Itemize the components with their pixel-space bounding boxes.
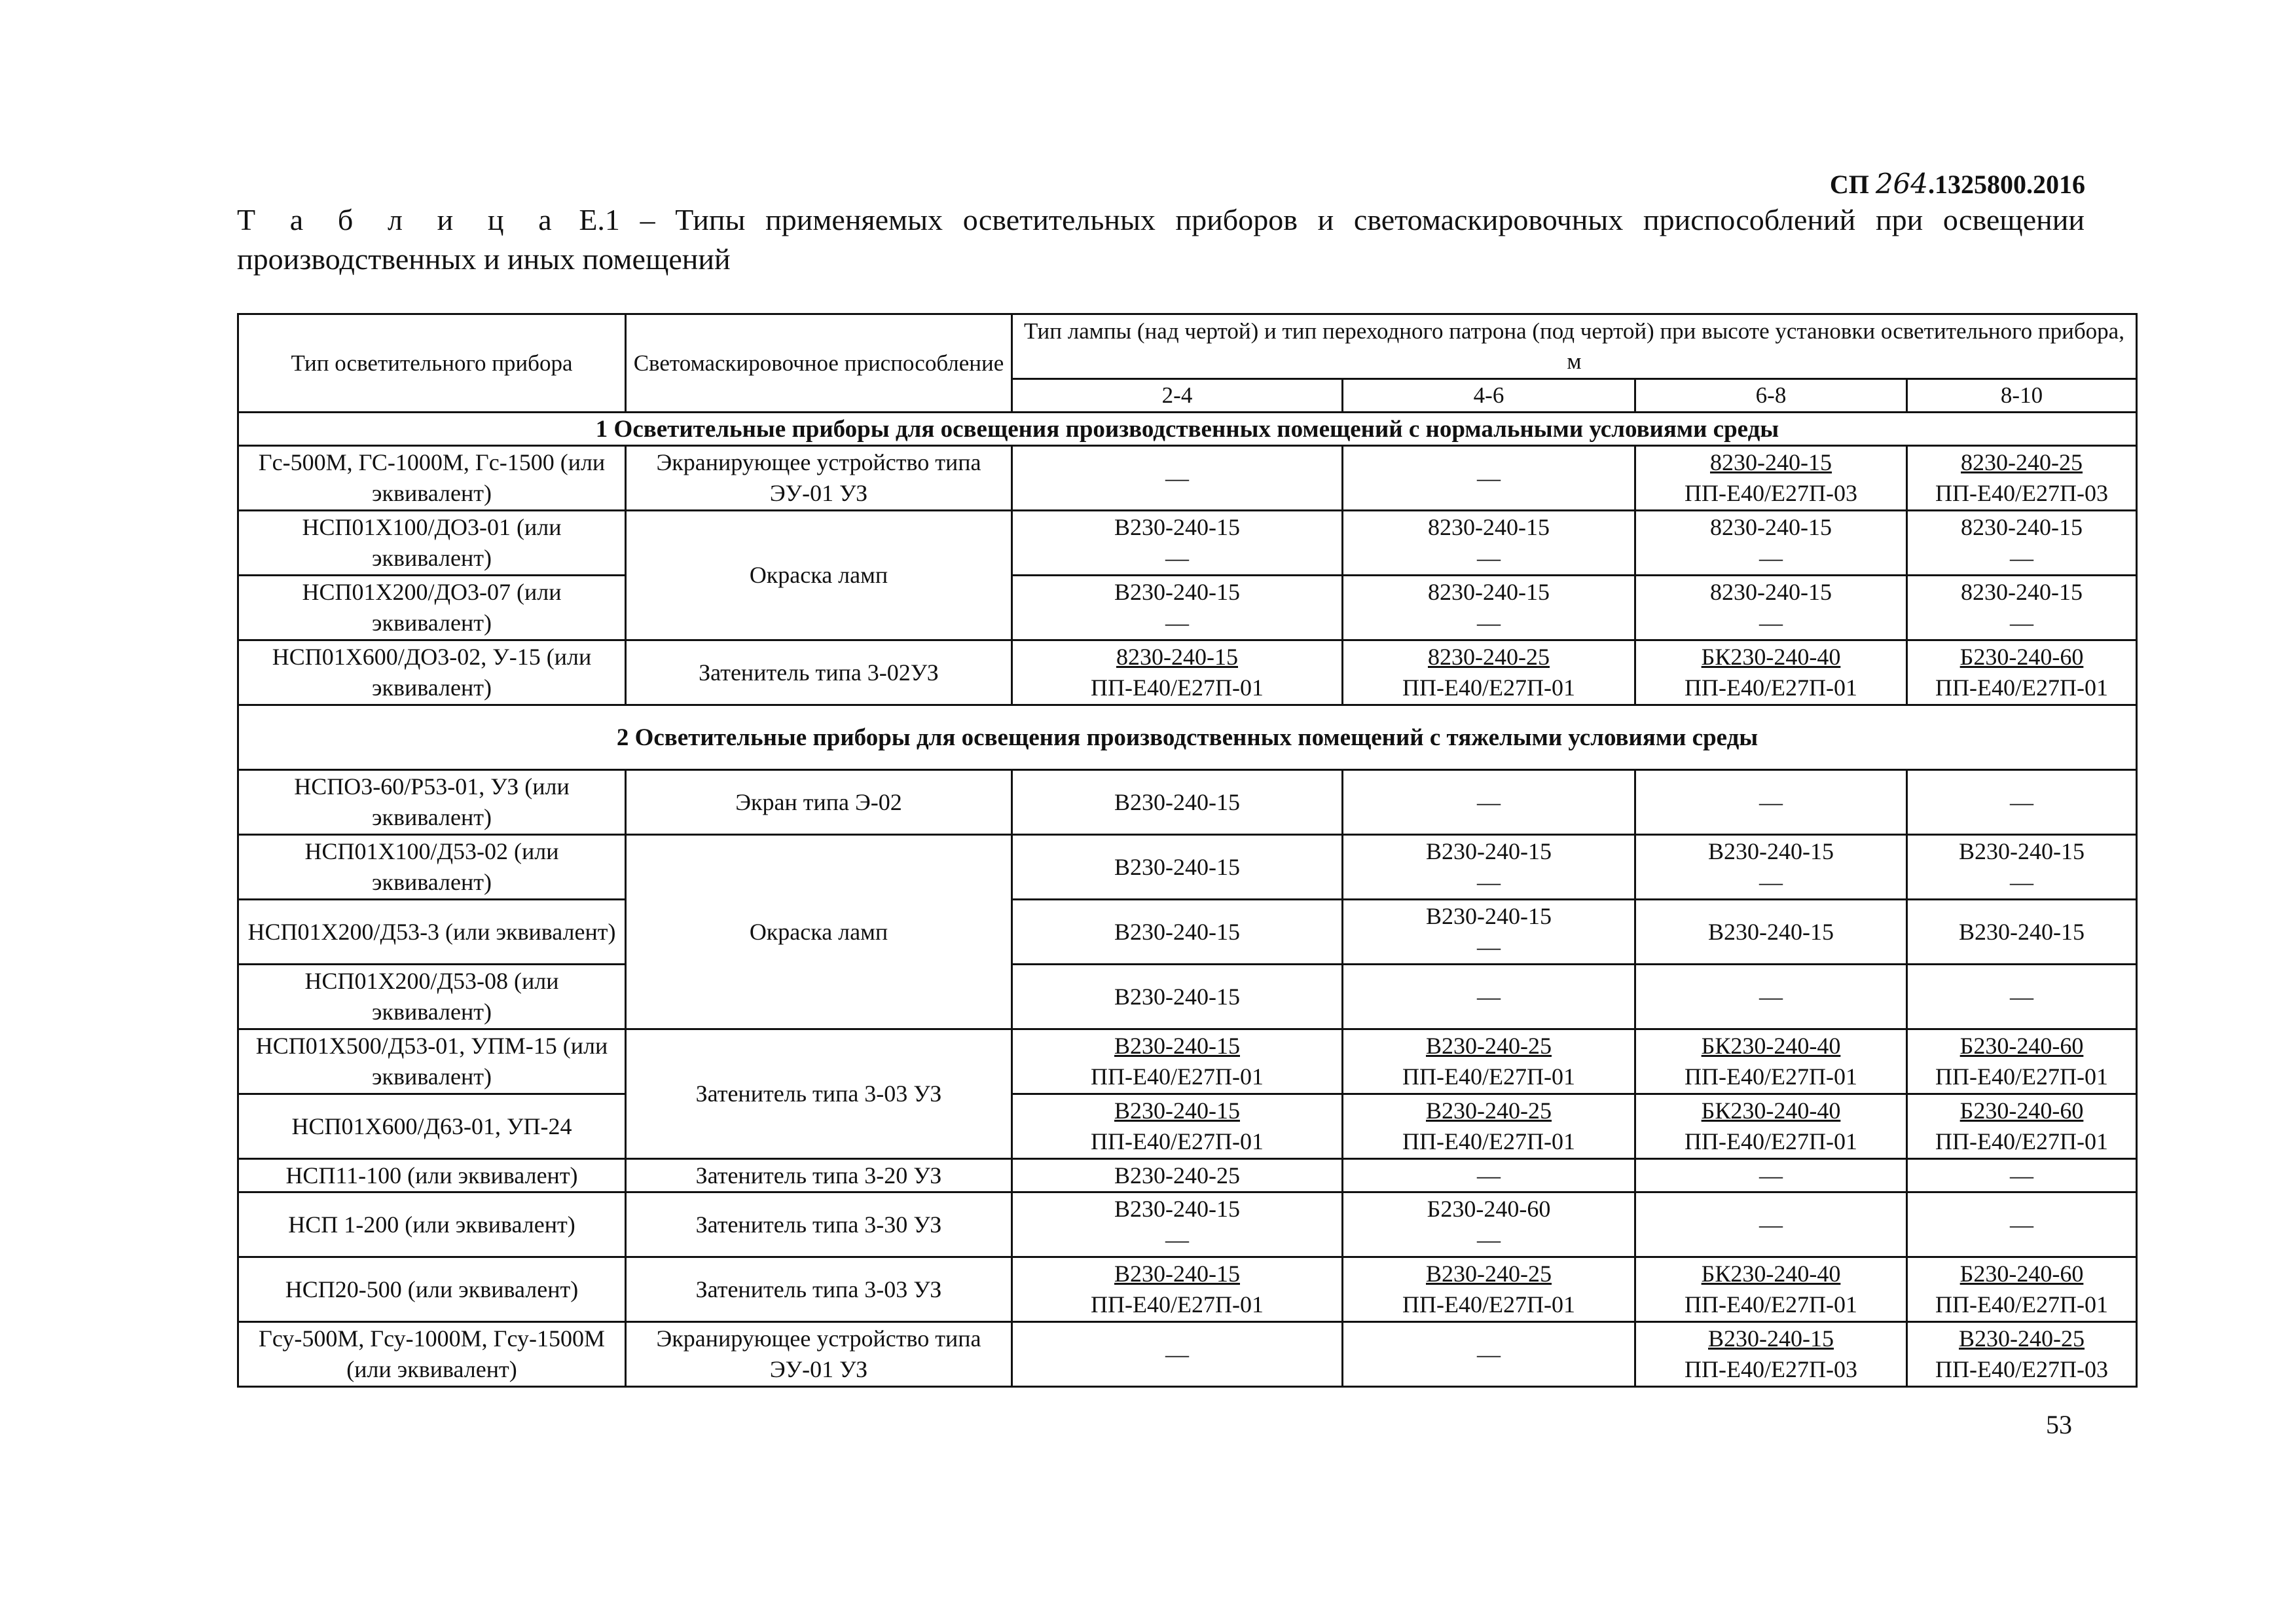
code-suffix: .1325800.2016: [1928, 170, 2085, 199]
empty-dash: —: [1165, 610, 1189, 636]
lamp-type: —: [1165, 1340, 1189, 1367]
lamp-cell: [1635, 900, 1907, 965]
lamp-type: В230-240-15: [1114, 1098, 1240, 1124]
empty-dash: —: [1477, 610, 1501, 636]
empty-dash: —: [1759, 869, 1783, 895]
lamp-cell: [1635, 576, 1907, 640]
lamp-cell: [1343, 1192, 1635, 1257]
lamp-type: В230-240-25: [1114, 1162, 1240, 1189]
lamp-cell: [1012, 835, 1343, 900]
lamp-type: В230-240-15: [1114, 1196, 1240, 1222]
lamp-cell: [1635, 511, 1907, 576]
device-type-cell: Гс-500М, ГС-1000М, Гс-1500 (или эквивалент): [238, 446, 626, 511]
lamp-type: В230-240-15: [1959, 918, 2085, 945]
section-row: [238, 413, 2137, 446]
lamp-cell: [1635, 640, 1907, 705]
lamp-type: —: [1477, 788, 1501, 815]
lamp-type: В230-240-25: [1959, 1325, 2085, 1352]
lamp-cell: [1343, 770, 1635, 835]
device-type-cell: НСП01Х200/Д53-3 (или эквивалент): [238, 900, 626, 965]
empty-dash: —: [1477, 1227, 1501, 1253]
header-device: Тип осветительного прибора: [238, 314, 626, 413]
socket-type: ПП-Е40/Е27П-01: [1935, 1063, 2108, 1090]
lamp-type: В230-240-15: [1708, 1325, 1834, 1352]
socket-type: ПП-Е40/Е27П-01: [1935, 674, 2108, 701]
lamp-cell: [1907, 446, 2137, 511]
lamp-type: Б230-240-60: [1959, 1033, 2084, 1059]
socket-type: ПП-Е40/Е27П-01: [1685, 1128, 1857, 1154]
lamp-cell: [1635, 446, 1907, 511]
device-type-cell: НСП01Х600/ДО3-02, У-15 (или эквивалент): [238, 640, 626, 705]
lamp-cell: [1343, 835, 1635, 900]
lamp-cell: [1907, 965, 2137, 1029]
lamp-cell: [1012, 576, 1343, 640]
lamp-cell: [1635, 1029, 1907, 1094]
lamp-cell: [1907, 576, 2137, 640]
empty-dash: —: [2010, 610, 2033, 636]
lamp-type: 8230-240-25: [1961, 449, 2083, 475]
lamp-cell: [1343, 1159, 1635, 1192]
lamp-type: —: [2010, 1162, 2033, 1189]
section-title: 1 Осветительные приборы для освещения производственных помещений с нормальными условиями среды: [238, 413, 2137, 446]
page-number: 53: [2046, 1410, 2072, 1439]
lamp-cell: [1907, 1322, 2137, 1387]
empty-dash: —: [2010, 545, 2033, 571]
lamp-type: В230-240-15: [1114, 514, 1240, 540]
caption-table-word: Т а б л и ц а: [237, 203, 559, 236]
table-row: [238, 1029, 2137, 1094]
lamp-cell: [1907, 900, 2137, 965]
table-row: [238, 511, 2137, 576]
lamp-cell: [1635, 1257, 1907, 1322]
device-type-cell: НСП11-100 (или эквивалент): [238, 1159, 626, 1192]
socket-type: ПП-Е40/Е27П-01: [1935, 1128, 2108, 1154]
table-row: [238, 640, 2137, 705]
lamp-type: 8230-240-15: [1428, 514, 1550, 540]
header-mask: Светомаскировочное приспособление: [626, 314, 1012, 413]
code-prefix: СП: [1829, 170, 1876, 199]
lamp-cell: [1012, 1257, 1343, 1322]
lamp-type: БК230-240-40: [1701, 1098, 1841, 1124]
lamp-type: В230-240-15: [1114, 983, 1240, 1010]
caption-text: – Типы применяемых осветительных приборов и светомаскировочных приспособлений при освещении производственных и иных помещений: [237, 203, 2085, 276]
lamp-type: 8230-240-15: [1961, 514, 2083, 540]
lamp-type: —: [1759, 1162, 1783, 1189]
lamp-cell: [1907, 1029, 2137, 1094]
lamp-cell: [1012, 446, 1343, 511]
table-row: [238, 1094, 2137, 1159]
device-type-cell: НСП20-500 (или эквивалент): [238, 1257, 626, 1322]
mask-device-cell: Экран типа Э-02: [626, 770, 1012, 835]
lamp-cell: [1343, 900, 1635, 965]
lamp-cell: [1012, 1322, 1343, 1387]
header-height: 4-6: [1343, 379, 1635, 413]
lamp-cell: [1907, 640, 2137, 705]
header-height: 8-10: [1907, 379, 2137, 413]
table-row: [238, 900, 2137, 965]
lamp-type: —: [1477, 1340, 1501, 1367]
lamp-cell: [1907, 1192, 2137, 1257]
mask-device-cell: Экранирующее устройство типа ЭУ-01 УЗ: [626, 1322, 1012, 1387]
device-type-cell: НСП01Х200/Д53-08 (или эквивалент): [238, 965, 626, 1029]
empty-dash: —: [1759, 610, 1783, 636]
lamp-cell: [1012, 1029, 1343, 1094]
header-height: 6-8: [1635, 379, 1907, 413]
lamp-type: Б230-240-60: [1959, 1098, 2084, 1124]
lamp-type: В230-240-25: [1426, 1033, 1552, 1059]
lamp-cell: [1343, 511, 1635, 576]
lamp-type: В230-240-15: [1114, 918, 1240, 945]
empty-dash: —: [1477, 545, 1501, 571]
lamp-type: В230-240-15: [1114, 579, 1240, 605]
lamp-cell: [1907, 1257, 2137, 1322]
mask-device-cell: Окраска ламп: [626, 835, 1012, 1029]
lamp-type: БК230-240-40: [1701, 644, 1841, 670]
lamp-type: БК230-240-40: [1701, 1033, 1841, 1059]
lamp-type: В230-240-15: [1708, 918, 1834, 945]
lamp-type: —: [1477, 464, 1501, 491]
lamp-type: В230-240-15: [1114, 1033, 1240, 1059]
lamp-cell: [1635, 1159, 1907, 1192]
device-type-cell: НСП01Х100/Д53-02 (или эквивалент): [238, 835, 626, 900]
device-type-cell: НСП01Х200/ДО3-07 (или эквивалент): [238, 576, 626, 640]
lamp-cell: [1012, 511, 1343, 576]
socket-type: ПП-Е40/Е27П-01: [1685, 674, 1857, 701]
section-row: [238, 705, 2137, 770]
lamp-cell: [1012, 640, 1343, 705]
lamp-type: В230-240-25: [1426, 1261, 1552, 1287]
empty-dash: —: [1477, 869, 1501, 895]
lamp-type: Б230-240-60: [1959, 1261, 2084, 1287]
lamp-cell: [1907, 770, 2137, 835]
lamp-cell: [1635, 1322, 1907, 1387]
lamp-type: —: [2010, 1211, 2033, 1238]
lamp-type: В230-240-15: [1426, 838, 1552, 864]
socket-type: ПП-Е40/Е27П-01: [1402, 1063, 1575, 1090]
lamp-type: 8230-240-15: [1428, 579, 1550, 605]
lamp-type: В230-240-15: [1708, 838, 1834, 864]
empty-dash: —: [1165, 1227, 1189, 1253]
lamp-type: В230-240-15: [1114, 1261, 1240, 1287]
lamp-cell: [1635, 1192, 1907, 1257]
lamp-type: В230-240-25: [1426, 1098, 1552, 1124]
lamp-cell: [1907, 1159, 2137, 1192]
socket-type: ПП-Е40/Е27П-03: [1685, 1356, 1857, 1382]
empty-dash: —: [1759, 545, 1783, 571]
lamp-cell: [1343, 576, 1635, 640]
socket-type: ПП-Е40/Е27П-01: [1091, 1063, 1264, 1090]
lighting-table: [237, 313, 2138, 1388]
empty-dash: —: [2010, 869, 2033, 895]
table-row: [238, 1322, 2137, 1387]
caption-table-number: Е.1: [579, 203, 620, 236]
lamp-cell: [1343, 1322, 1635, 1387]
table-row: [238, 1159, 2137, 1192]
mask-device-cell: Экранирующее устройство типа ЭУ-01 УЗ: [626, 446, 1012, 511]
section-title: 2 Осветительные приборы для освещения производственных помещений с тяжелыми условиями среды: [238, 705, 2137, 770]
lamp-type: —: [1477, 983, 1501, 1010]
mask-device-cell: Затенитель типа 3-30 УЗ: [626, 1192, 1012, 1257]
header-height: 2-4: [1012, 379, 1343, 413]
socket-type: ПП-Е40/Е27П-01: [1091, 674, 1264, 701]
lamp-cell: [1907, 1094, 2137, 1159]
socket-type: ПП-Е40/Е27П-03: [1685, 480, 1857, 506]
table-row: [238, 965, 2137, 1029]
lamp-cell: [1012, 965, 1343, 1029]
lamp-cell: [1635, 770, 1907, 835]
device-type-cell: НСПО3-60/Р53-01, УЗ (или эквивалент): [238, 770, 626, 835]
lamp-type: 8230-240-15: [1710, 514, 1832, 540]
lamp-cell: [1343, 446, 1635, 511]
socket-type: ПП-Е40/Е27П-01: [1685, 1063, 1857, 1090]
lamp-type: —: [2010, 788, 2033, 815]
socket-type: ПП-Е40/Е27П-03: [1935, 1356, 2108, 1382]
socket-type: ПП-Е40/Е27П-01: [1402, 1128, 1575, 1154]
lamp-cell: [1635, 1094, 1907, 1159]
socket-type: ПП-Е40/Е27П-01: [1091, 1128, 1264, 1154]
socket-type: ПП-Е40/Е27П-01: [1402, 674, 1575, 701]
socket-type: ПП-Е40/Е27П-01: [1685, 1291, 1857, 1318]
table-row: [238, 835, 2137, 900]
lamp-type: —: [1477, 1162, 1501, 1189]
lamp-type: —: [2010, 983, 2033, 1010]
mask-device-cell: Затенитель типа 3-20 УЗ: [626, 1159, 1012, 1192]
table-row: [238, 1192, 2137, 1257]
mask-device-cell: Затенитель типа 3-03 УЗ: [626, 1257, 1012, 1322]
mask-device-cell: Затенитель типа 3-02УЗ: [626, 640, 1012, 705]
document-code: [1830, 168, 2085, 200]
lamp-type: —: [1759, 788, 1783, 815]
socket-type: ПП-Е40/Е27П-01: [1935, 1291, 2108, 1318]
empty-dash: —: [1477, 934, 1501, 960]
table-row: [238, 1257, 2137, 1322]
lamp-cell: [1012, 1192, 1343, 1257]
device-type-cell: НСП01Х600/Д63-01, УП-24: [238, 1094, 626, 1159]
lamp-type: БК230-240-40: [1701, 1261, 1841, 1287]
lamp-cell: [1012, 900, 1343, 965]
lamp-type: 8230-240-15: [1710, 449, 1832, 475]
lamp-type: В230-240-15: [1114, 788, 1240, 815]
mask-device-cell: Затенитель типа 3-03 УЗ: [626, 1029, 1012, 1159]
lamp-cell: [1343, 1094, 1635, 1159]
lamp-type: 8230-240-15: [1710, 579, 1832, 605]
lamp-cell: [1635, 965, 1907, 1029]
lamp-cell: [1343, 640, 1635, 705]
socket-type: ПП-Е40/Е27П-03: [1935, 480, 2108, 506]
device-type-cell: НСП01Х100/ДО3-01 (или эквивалент): [238, 511, 626, 576]
lamp-cell: [1012, 1094, 1343, 1159]
device-type-cell: НСП 1-200 (или эквивалент): [238, 1192, 626, 1257]
device-type-cell: НСП01Х500/Д53-01, УПМ-15 (или эквивалент): [238, 1029, 626, 1094]
lamp-cell: [1012, 770, 1343, 835]
lamp-type: В230-240-15: [1959, 838, 2085, 864]
lamp-type: Б230-240-60: [1959, 644, 2084, 670]
mask-device-cell: Окраска ламп: [626, 511, 1012, 640]
code-handwritten-number: 264: [1875, 168, 1928, 200]
lamp-cell: [1343, 1029, 1635, 1094]
lamp-type: Б230-240-60: [1427, 1196, 1551, 1222]
lamp-type: —: [1165, 464, 1189, 491]
lamp-cell: [1907, 835, 2137, 900]
lamp-cell: [1343, 965, 1635, 1029]
lamp-type: 8230-240-25: [1428, 644, 1550, 670]
table-caption: [237, 200, 2085, 279]
lamp-type: В230-240-15: [1114, 853, 1240, 880]
socket-type: ПП-Е40/Е27П-01: [1091, 1291, 1264, 1318]
lamp-cell: [1343, 1257, 1635, 1322]
lamp-type: 8230-240-15: [1116, 644, 1238, 670]
table-body: [238, 413, 2137, 1387]
device-type-cell: Гсу-500М, Гсу-1000М, Гсу-1500М (или эквивалент): [238, 1322, 626, 1387]
table-row: [238, 770, 2137, 835]
lamp-type: В230-240-15: [1426, 903, 1552, 929]
socket-type: ПП-Е40/Е27П-01: [1402, 1291, 1575, 1318]
header-lamp: Тип лампы (над чертой) и тип переходного патрона (под чертой) при высоте установки осветительного прибора, м: [1012, 314, 2137, 379]
lamp-type: —: [1759, 1211, 1783, 1238]
lamp-cell: [1012, 1159, 1343, 1192]
lamp-type: —: [1759, 983, 1783, 1010]
lamp-cell: [1635, 835, 1907, 900]
table-row: [238, 576, 2137, 640]
lamp-cell: [1907, 511, 2137, 576]
table-row: [238, 446, 2137, 511]
lamp-type: 8230-240-15: [1961, 579, 2083, 605]
empty-dash: —: [1165, 545, 1189, 571]
